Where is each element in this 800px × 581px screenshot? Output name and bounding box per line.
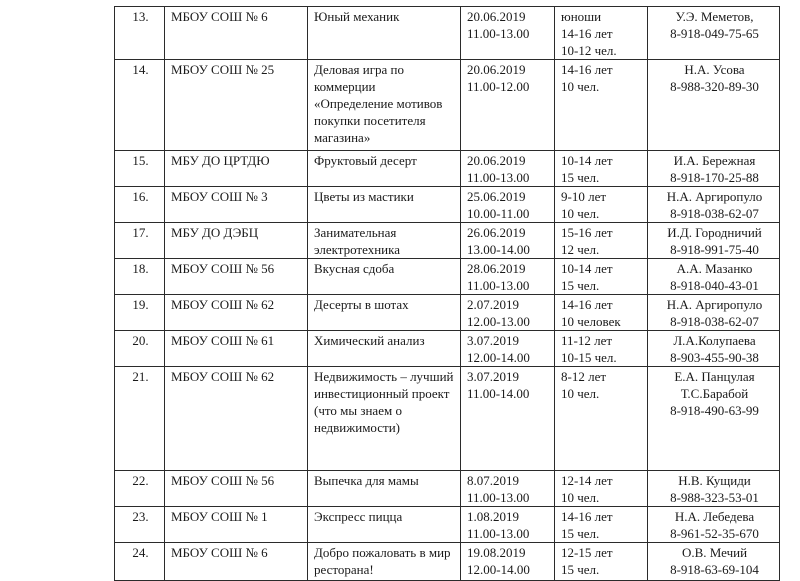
audience-cell: 11-12 лет 10-15 чел.	[555, 331, 648, 367]
datetime-cell: 20.06.2019 11.00-12.00	[461, 60, 555, 151]
audience-cell: юноши 14-16 лет 10-12 чел.	[555, 7, 648, 60]
contact-cell: Н.А. Усова 8-988-320-89-30	[648, 60, 780, 151]
school-cell: МБОУ СОШ № 1	[165, 507, 308, 543]
school-cell: МБОУ СОШ № 61	[165, 331, 308, 367]
contact-cell: Н.А. Аргиропуло 8-918-038-62-07	[648, 295, 780, 331]
contact-cell: Н.А. Лебедева 8-961-52-35-670	[648, 507, 780, 543]
event-cell: Десерты в шотах	[308, 295, 461, 331]
row-number: 15.	[115, 151, 165, 187]
event-cell: Выпечка для мамы	[308, 471, 461, 507]
row-number: 24.	[115, 543, 165, 581]
event-cell: Юный механик	[308, 7, 461, 60]
audience-cell: 12-14 лет 10 чел.	[555, 471, 648, 507]
table-row	[115, 507, 780, 543]
school-cell: МБОУ СОШ № 6	[165, 7, 308, 60]
schedule-table	[114, 6, 780, 581]
datetime-cell: 20.06.2019 11.00-13.00	[461, 151, 555, 187]
datetime-cell: 25.06.2019 10.00-11.00	[461, 187, 555, 223]
row-number: 18.	[115, 259, 165, 295]
event-cell: Экспресс пицца	[308, 507, 461, 543]
row-number: 19.	[115, 295, 165, 331]
table-row	[115, 367, 780, 471]
table-row	[115, 331, 780, 367]
event-cell: Цветы из мастики	[308, 187, 461, 223]
audience-cell: 15-16 лет 12 чел.	[555, 223, 648, 259]
datetime-cell: 3.07.2019 12.00-14.00	[461, 331, 555, 367]
row-number: 17.	[115, 223, 165, 259]
table-row	[115, 223, 780, 259]
contact-cell: Н.А. Аргиропуло 8-918-038-62-07	[648, 187, 780, 223]
datetime-cell: 19.08.2019 12.00-14.00	[461, 543, 555, 581]
audience-cell: 10-14 лет 15 чел.	[555, 151, 648, 187]
datetime-cell: 20.06.2019 11.00-13.00	[461, 7, 555, 60]
school-cell: МБОУ СОШ № 3	[165, 187, 308, 223]
contact-cell: Н.В. Кущиди 8-988-323-53-01	[648, 471, 780, 507]
event-cell: Деловая игра по коммерции «Определение мотивов покупки посетителя магазина»	[308, 60, 461, 151]
contact-cell: Л.А.Колупаева 8-903-455-90-38	[648, 331, 780, 367]
school-cell: МБУ ДО ЦРТДЮ	[165, 151, 308, 187]
row-number: 22.	[115, 471, 165, 507]
school-cell: МБОУ СОШ № 56	[165, 259, 308, 295]
contact-cell: Е.А. Панцулая Т.С.Барабой 8-918-490-63-99	[648, 367, 780, 471]
table-row	[115, 259, 780, 295]
row-number: 23.	[115, 507, 165, 543]
audience-cell: 12-15 лет 15 чел.	[555, 543, 648, 581]
row-number: 20.	[115, 331, 165, 367]
table-body	[115, 7, 780, 581]
event-cell: Добро пожаловать в мир ресторана!	[308, 543, 461, 581]
contact-cell: У.Э. Меметов, 8-918-049-75-65	[648, 7, 780, 60]
table-row	[115, 7, 780, 60]
datetime-cell: 2.07.2019 12.00-13.00	[461, 295, 555, 331]
table-row	[115, 60, 780, 151]
audience-cell: 9-10 лет 10 чел.	[555, 187, 648, 223]
row-number: 16.	[115, 187, 165, 223]
table-row	[115, 187, 780, 223]
audience-cell: 14-16 лет 10 человек	[555, 295, 648, 331]
datetime-cell: 26.06.2019 13.00-14.00	[461, 223, 555, 259]
event-cell: Занимательная электротехника	[308, 223, 461, 259]
datetime-cell: 8.07.2019 11.00-13.00	[461, 471, 555, 507]
contact-cell: О.В. Мечий 8-918-63-69-104	[648, 543, 780, 581]
school-cell: МБОУ СОШ № 6	[165, 543, 308, 581]
contact-cell: И.Д. Городничий 8-918-991-75-40	[648, 223, 780, 259]
event-cell: Химический анализ	[308, 331, 461, 367]
event-cell: Вкусная сдоба	[308, 259, 461, 295]
datetime-cell: 3.07.2019 11.00-14.00	[461, 367, 555, 471]
audience-cell: 14-16 лет 10 чел.	[555, 60, 648, 151]
row-number: 21.	[115, 367, 165, 471]
table-row	[115, 543, 780, 581]
event-cell: Недвижимость – лучший инвестиционный проект (что мы знаем о недвижимости)	[308, 367, 461, 471]
row-number: 13.	[115, 7, 165, 60]
school-cell: МБОУ СОШ № 62	[165, 367, 308, 471]
school-cell: МБОУ СОШ № 25	[165, 60, 308, 151]
school-cell: МБОУ СОШ № 56	[165, 471, 308, 507]
contact-cell: А.А. Мазанко 8-918-040-43-01	[648, 259, 780, 295]
table-row	[115, 295, 780, 331]
school-cell: МБОУ СОШ № 62	[165, 295, 308, 331]
datetime-cell: 28.06.2019 11.00-13.00	[461, 259, 555, 295]
datetime-cell: 1.08.2019 11.00-13.00	[461, 507, 555, 543]
audience-cell: 8-12 лет 10 чел.	[555, 367, 648, 471]
table-row	[115, 151, 780, 187]
table-row	[115, 471, 780, 507]
school-cell: МБУ ДО ДЭБЦ	[165, 223, 308, 259]
contact-cell: И.А. Бережная 8-918-170-25-88	[648, 151, 780, 187]
row-number: 14.	[115, 60, 165, 151]
audience-cell: 10-14 лет 15 чел.	[555, 259, 648, 295]
audience-cell: 14-16 лет 15 чел.	[555, 507, 648, 543]
event-cell: Фруктовый десерт	[308, 151, 461, 187]
